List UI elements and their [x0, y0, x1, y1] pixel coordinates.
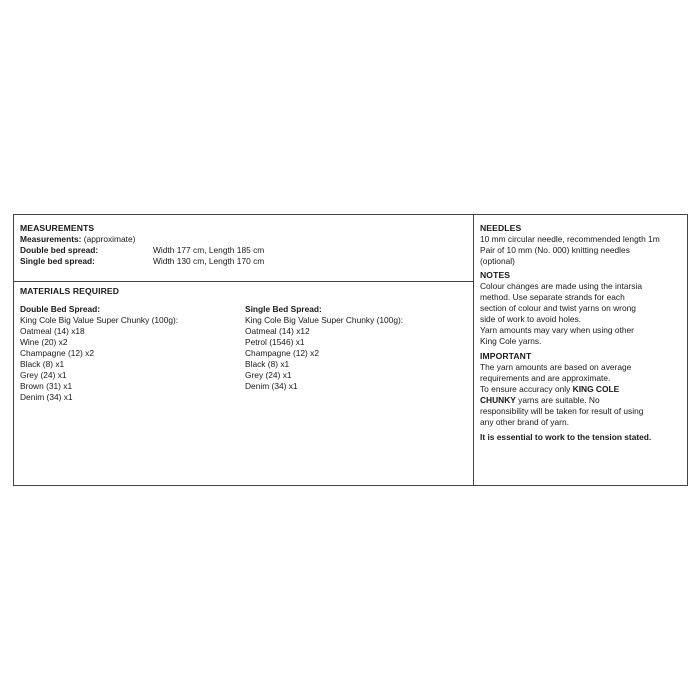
material-line: Champagne (12) x2 — [20, 348, 95, 358]
notes-line: King Cole yarns. — [480, 336, 542, 346]
single-bed-materials — [245, 304, 403, 392]
materials-heading: MATERIALS REQUIRED — [20, 286, 120, 296]
accuracy-suffix: yarns are suitable. No — [515, 395, 600, 405]
notes-line: section of colour and twist yarns on wrong — [480, 303, 636, 313]
measurement-label: Single bed spread: — [20, 256, 95, 266]
notes-line: method. Use separate strands for each — [480, 292, 625, 302]
needles-heading: NEEDLES — [480, 223, 522, 233]
measurements-section — [20, 223, 264, 267]
column-divider — [473, 215, 474, 485]
notes-line: side of work to avoid holes. — [480, 314, 582, 324]
important-line: The yarn amounts are based on average — [480, 362, 632, 372]
notes-line: Colour changes are made using the intarsia — [480, 281, 643, 291]
measurement-label: Double bed spread: — [20, 245, 99, 255]
needles-line: 10 mm circular needle, recommended length 1m — [480, 234, 660, 244]
important-line: requirements and are approximate. — [480, 373, 611, 383]
material-line: Brown (31) x1 — [20, 381, 73, 391]
materials-section — [20, 286, 119, 297]
accuracy-yarn: CHUNKY — [480, 395, 516, 405]
tension-note: It is essential to work to the tension stated. — [480, 432, 652, 442]
needles-line: (optional) — [480, 256, 515, 266]
material-line: Grey (24) x1 — [245, 370, 292, 380]
accuracy-brand: KING COLE — [572, 384, 620, 394]
important-line: responsibility will be taken for result of using — [480, 406, 644, 416]
section-divider — [14, 281, 473, 282]
measurements-intro-label: Measurements: — [20, 234, 82, 244]
measurement-value: Width 177 cm, Length 185 cm — [153, 245, 265, 255]
measurement-value: Width 130 cm, Length 170 cm — [153, 256, 265, 266]
single-bed-title: Single Bed Spread: — [245, 304, 322, 314]
material-line: Black (8) x1 — [245, 359, 290, 369]
needles-line: Pair of 10 mm (No. 000) knitting needles — [480, 245, 630, 255]
important-heading: IMPORTANT — [480, 351, 532, 361]
material-line: Wine (20) x2 — [20, 337, 68, 347]
material-line: Oatmeal (14) x18 — [20, 326, 85, 336]
material-line: Black (8) x1 — [20, 359, 65, 369]
pattern-info-table — [13, 214, 688, 486]
important-accuracy-line — [480, 384, 685, 395]
double-bed-title: Double Bed Spread: — [20, 304, 101, 314]
material-line: Grey (24) x1 — [20, 370, 67, 380]
material-line: Denim (34) x1 — [245, 381, 298, 391]
important-chunky-line — [480, 395, 685, 406]
material-line: Petrol (1546) x1 — [245, 337, 305, 347]
measurements-intro — [20, 234, 264, 245]
measurements-heading: MEASUREMENTS — [20, 223, 95, 233]
material-line: Champagne (12) x2 — [245, 348, 320, 358]
important-line: any other brand of yarn. — [480, 417, 569, 427]
notes-line: Yarn amounts may vary when using other — [480, 325, 634, 335]
right-column — [480, 223, 685, 443]
material-line: Denim (34) x1 — [20, 392, 73, 402]
accuracy-prefix: To ensure accuracy only — [480, 384, 573, 394]
material-line: King Cole Big Value Super Chunky (100g): — [20, 315, 179, 325]
measurements-intro-text: (approximate) — [81, 234, 136, 244]
measurement-row — [20, 245, 264, 256]
notes-heading: NOTES — [480, 270, 511, 280]
material-line: Oatmeal (14) x12 — [245, 326, 310, 336]
double-bed-materials — [20, 304, 178, 403]
measurement-row — [20, 256, 264, 267]
material-line: King Cole Big Value Super Chunky (100g): — [245, 315, 404, 325]
